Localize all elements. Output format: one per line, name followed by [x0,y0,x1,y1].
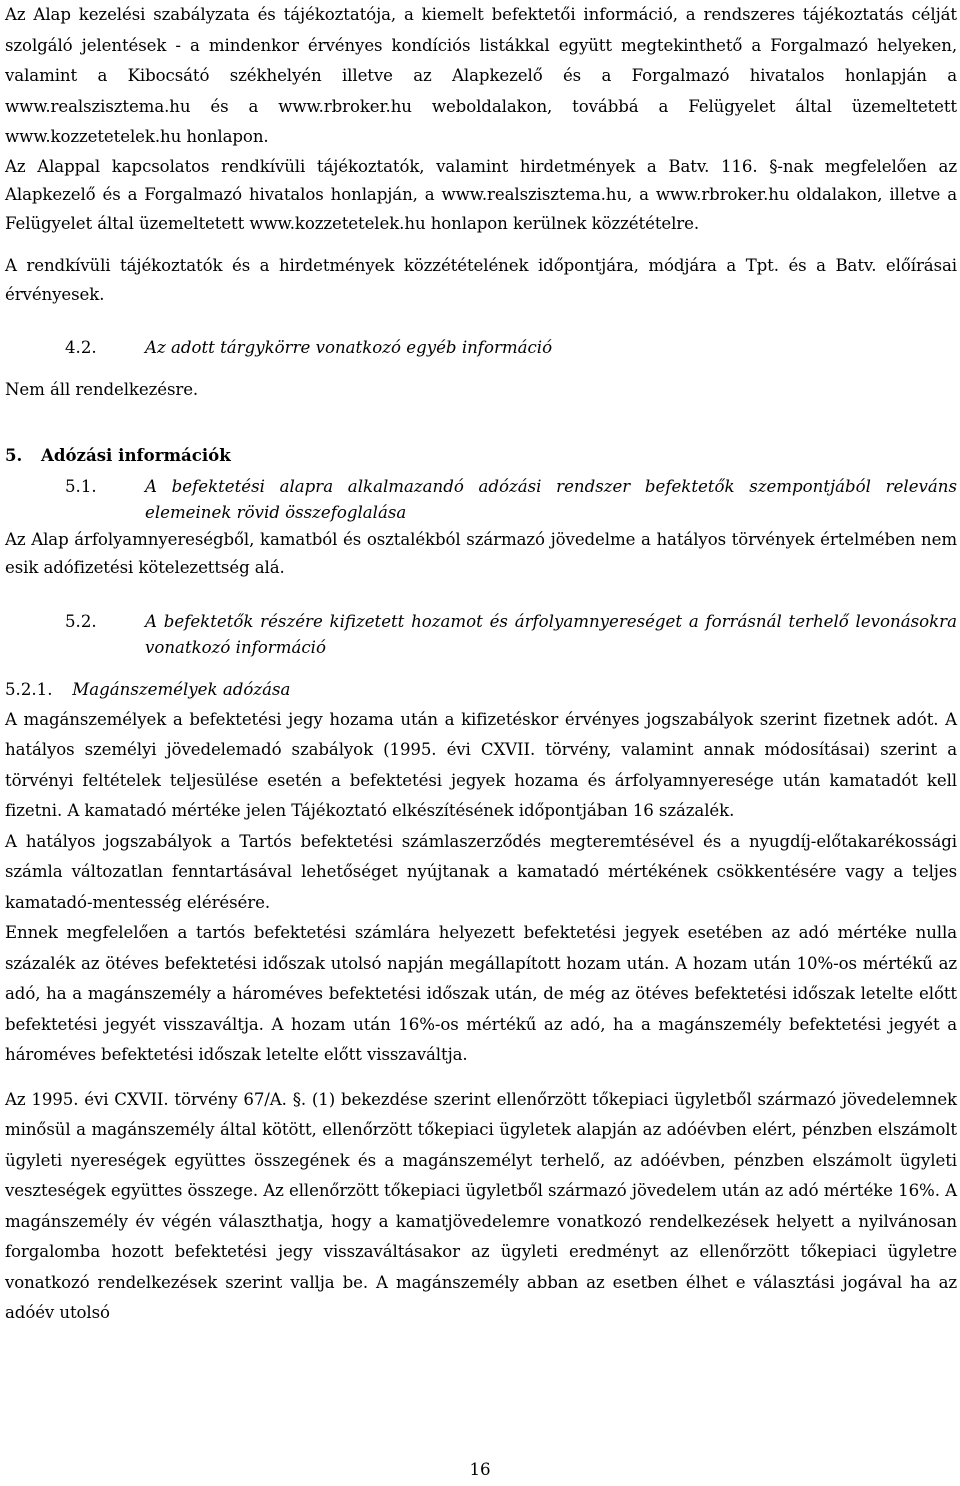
document-page [5,0,957,1329]
paragraph-tax-rates: Ennek megfelelően a tartós befektetési számlára helyezett befektetési jegyek esetében az adó mértéke nulla százalék az ötéves befektetési időszak utolsó napján megállapított hozam után. A hozam után 10%-os mértékű az adó, ha a magánszemély a hároméves befektetési időszak után, de még az ötéves befektetési időszak letelte előtt befektetési jegyét visszaváltja. A hozam után 16%-os mértékű az adó, ha a magánszemély befektetési jegyét a hároméves befektetési időszak letelte előtt visszaváltja. [5,923,957,1064]
paragraph-not-available: Nem áll rendelkezésre. [5,380,199,399]
paragraph-extraordinary-notices: Az Alappal kapcsolatos rendkívüli tájékoztatók, valamint hirdetmények a Batv. 116. §-nak megfelelően az Alapkezelő és a Forgalmazó hivatalos honlapján, a www.realszisztema.hu, a www.rbroker.hu oldalakon, illetve a Felügyelet által üzemeltetett www.kozzetetelek.hu honlapon kerülnek közzétételre. [5,156,957,233]
paragraph-private-individuals-tax: A magánszemélyek a befektetési jegy hozama után a kifizetéskor érvényes jogszabályok szerint fizetnek adót. A hatályos személyi jövedelemadó szabályok (1995. évi CXVII. törvény, valamint annak módosításai) szerint a törvényi feltételek teljesülése esetén a befektetési jegyek hozama és árfolyamnyeresége után kamatadót kell fizetni. A kamatadó mértéke jelen Tájékoztató elkészítésének időpontjában 16 százalék. [5,709,957,820]
section-title: A befektetők részére kifizetett hozamot és árfolyamnyereséget a forrásnál terhelő levonásokra vonatkozó információ [145,611,957,657]
section-heading-5-1 [5,474,957,526]
section-number: 5.2. [65,611,97,631]
paragraph-publication-places: Az Alap kezelési szabályzata és tájékoztatója, a kiemelt befektetői információ, a rendszeres tájékoztatás célját szolgáló jelentések - a mindenkor érvényes kondíciós listákkal együtt megtekinthető a Forgalmazó helyeken, valamint a Kibocsátó székhelyén illetve az Alapkezelő és a Forgalmazó hivatalos honlapján a www.realszisztema.hu és a www.rbroker.hu weboldalakon, továbbá a Felügyelet által üzemeltetett www.kozzetetelek.hu honlapon. [5,5,957,146]
paragraph-publication-rules: A rendkívüli tájékoztatók és a hirdetmények közzétételének időpontjára, módjára a Tpt. és a Batv. előírásai érvényesek. [5,256,957,304]
section-number: 5. [5,444,23,465]
section-title: A befektetési alapra alkalmazandó adózási rendszer befektetők szempontjából releváns elemeinek rövid összefoglalása [145,476,957,522]
section-number: 5.2.1. [5,679,53,699]
section-number: 4.2. [65,338,97,357]
page-number: 16 [469,1460,491,1479]
paragraph-fund-tax-exempt: Az Alap árfolyamnyereségből, kamatból és osztalékból származó jövedelme a hatályos törvények értelmében nem esik adófizetési kötelezettség alá. [5,529,957,577]
paragraph-long-term-account: A hatályos jogszabályok a Tartós befektetési számlaszerződés megteremtésével és a nyugdíj-előtakarékossági számla változatlan fenntartásával lehetőséget nyújtanak a kamatadó mértékének csökkentésére vagy a teljes kamatadó-mentesség elérésére. [5,831,957,912]
section-number: 5.1. [65,476,97,496]
section-title: Adózási információk [41,444,231,465]
paragraph-controlled-capital-market: Az 1995. évi CXVII. törvény 67/A. §. (1) bekezdése szerint ellenőrzött tőkepiaci ügyletből származó jövedelemnek minősül a magánszemély által kötött, ellenőrzött tőkepiaci ügyletek alapján az adóévben elért, pénzben elszámolt ügyleti nyereségek együttes összegének és a magánszemélyt terhelő, az adóévben, pénzben elszámolt ügyleti veszteségek együttes összege. Az ellenőrzött tőkepiaci ügyletből származó jövedelem után az adó mértéke 16%. A magánszemély év végén választhatja, hogy a kamatjövedelemre vonatkozó rendelkezések helyett a nyilvánosan forgalomba hozott befektetési jegy visszaváltásakor az ügyleti eredményt az ellenőrzött tőkepiaci ügyletre vonatkozó rendelkezések szerint vallja be. A magánszemély abban az esetben élhet e választási jogával ha az adóév utolsó [5,1089,957,1322]
section-heading-5 [5,442,957,468]
section-heading-5-2-1 [5,675,957,705]
section-heading-5-2 [5,609,957,661]
section-title: Az adott tárgykörre vonatkozó egyéb információ [145,338,553,357]
section-heading-4-2 [5,335,957,361]
section-title: Magánszemélyek adózása [72,679,291,699]
